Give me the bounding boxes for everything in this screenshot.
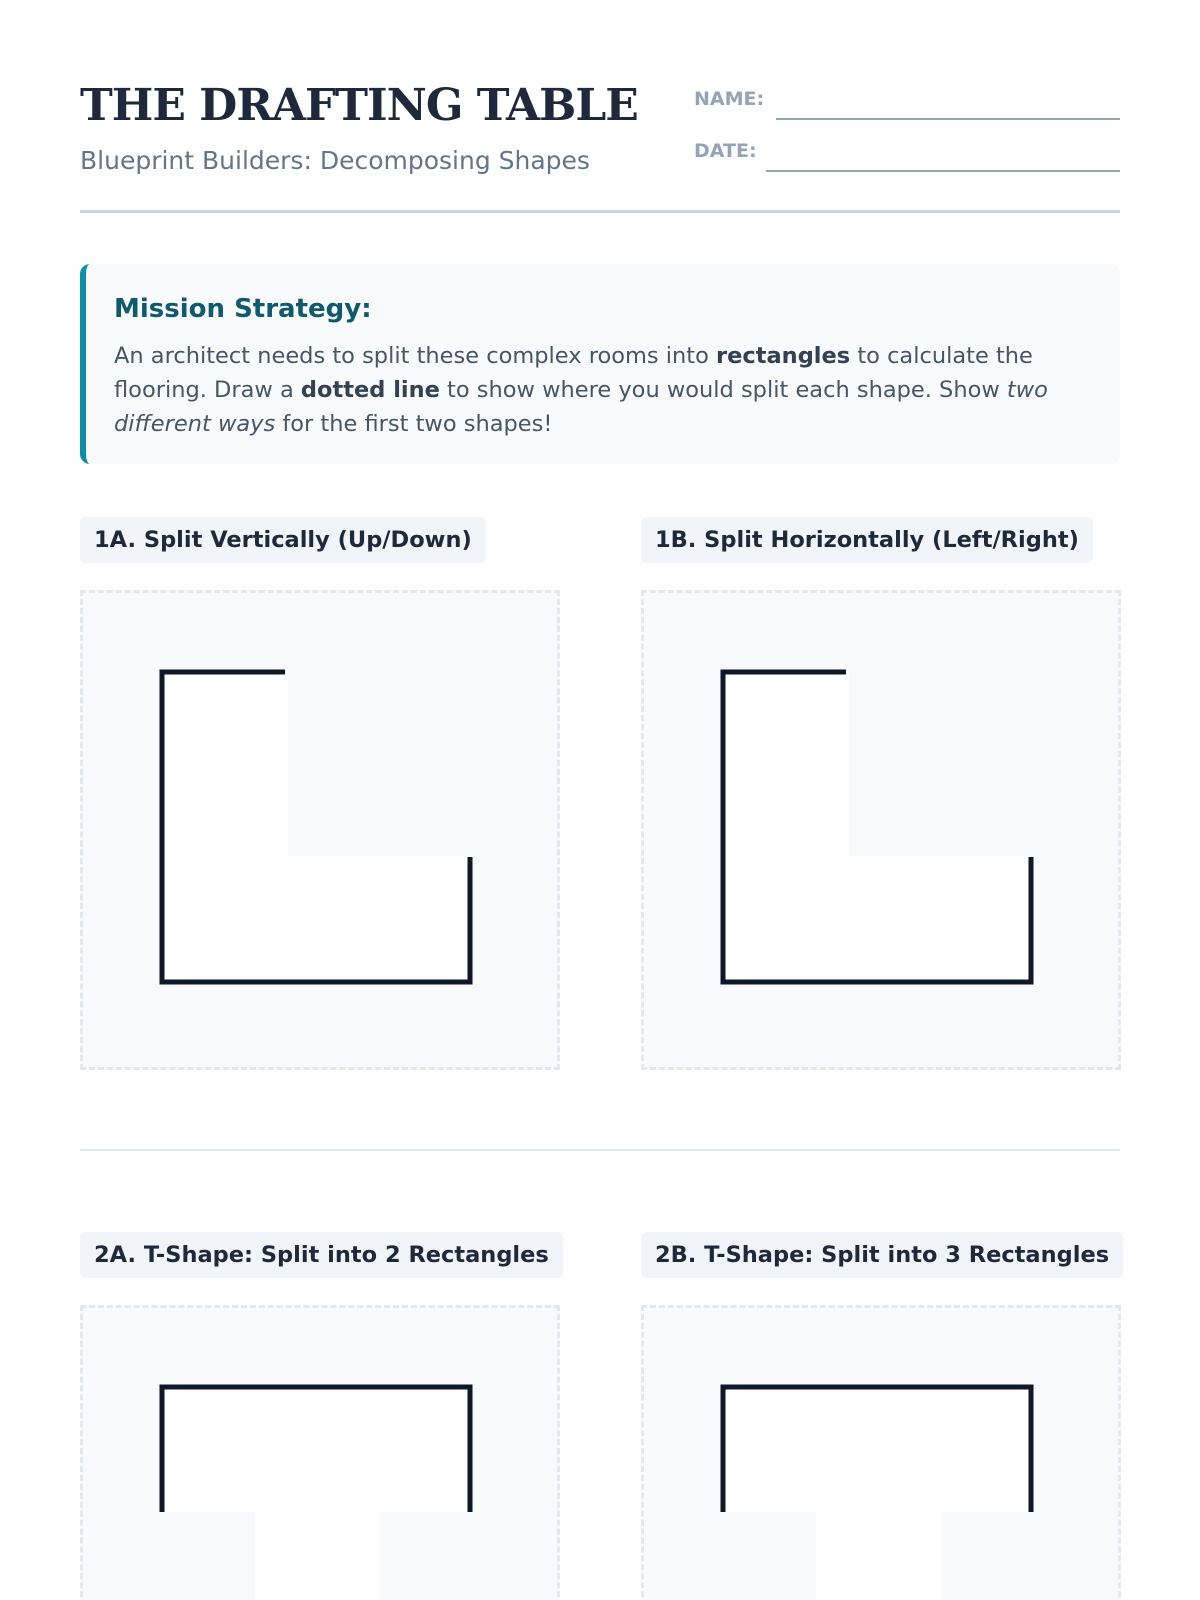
name-write-line[interactable] <box>776 118 1120 120</box>
problem-1a-drawing-area[interactable] <box>80 590 560 1070</box>
t-shape-2b-fill-top <box>723 1387 1033 1512</box>
name-label: NAME: <box>694 88 765 110</box>
l-shape-1b-fill-lower <box>723 856 1033 982</box>
mission-bold-rectangles: rectangles <box>716 343 851 370</box>
mission-bold-dotted-line: dotted line <box>300 377 440 404</box>
mission-text-4: for the first two shapes! <box>275 411 553 438</box>
date-write-line[interactable] <box>766 170 1120 172</box>
t-shape-2a-fill-top <box>162 1387 472 1512</box>
section-divider <box>80 1149 1120 1151</box>
l-shape-1b <box>644 593 1118 1067</box>
t-shape-2b-fill-stem <box>816 1508 942 1600</box>
page-title: THE DRAFTING TABLE <box>80 80 638 131</box>
page-subtitle: Blueprint Builders: Decomposing Shapes <box>80 146 590 175</box>
t-shape-2b <box>644 1308 1118 1600</box>
mission-strategy-box <box>80 264 1120 464</box>
mission-instructions <box>114 339 1096 441</box>
problem-2a-drawing-area[interactable] <box>80 1305 560 1600</box>
problem-2a-label: 2A. T-Shape: Split into 2 Rectangles <box>80 1232 563 1278</box>
mission-italic-two-ways: two different ways <box>114 377 1048 438</box>
worksheet-header <box>80 78 1120 213</box>
name-field[interactable] <box>694 86 1120 126</box>
mission-text-2: to calculate the flooring. Draw a <box>114 343 1033 404</box>
problem-1b-drawing-area[interactable] <box>641 590 1121 1070</box>
l-shape-1a-fill-lower <box>162 856 472 982</box>
t-shape-2a <box>83 1308 557 1600</box>
date-label: DATE: <box>694 140 757 162</box>
l-shape-1a <box>83 593 557 1067</box>
date-field[interactable] <box>694 138 1120 178</box>
problem-1b-label: 1B. Split Horizontally (Left/Right) <box>641 517 1093 563</box>
worksheet-page <box>80 0 1120 1600</box>
mission-title: Mission Strategy: <box>114 294 372 324</box>
mission-text-3: to show where you would split each shape. Show <box>439 377 1007 404</box>
problem-2b-drawing-area[interactable] <box>641 1305 1121 1600</box>
problem-2b-label: 2B. T-Shape: Split into 3 Rectangles <box>641 1232 1123 1278</box>
problem-1a-label: 1A. Split Vertically (Up/Down) <box>80 517 486 563</box>
t-shape-2a-fill-stem <box>255 1508 381 1600</box>
mission-text-1: An architect needs to split these complex rooms into <box>114 343 717 370</box>
